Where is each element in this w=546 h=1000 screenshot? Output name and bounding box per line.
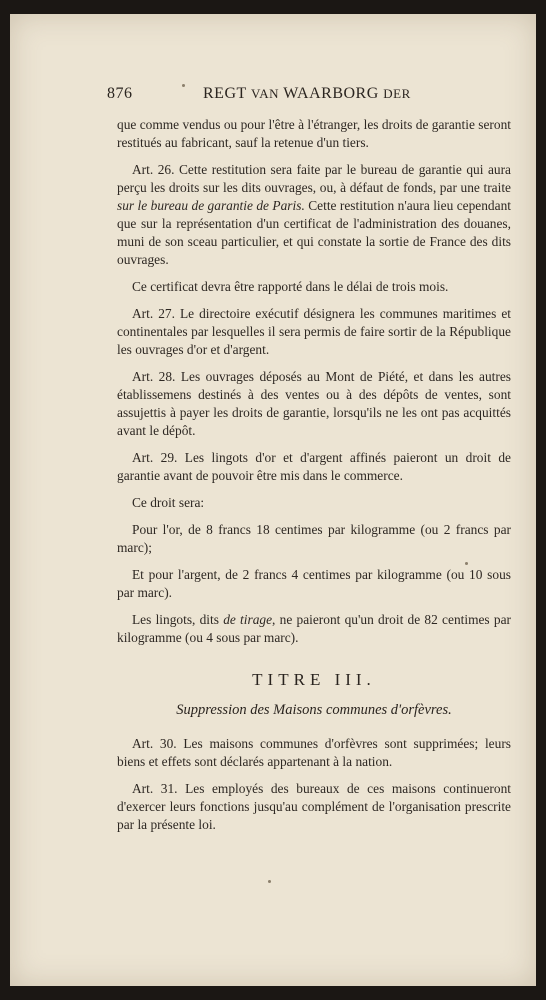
section-heading: Suppression des Maisons communes d'orfèvres.: [176, 702, 452, 718]
paragraph-art-26: Art. 26. Cette restitution sera faite par le bureau de garantie qui aura perçu les droits sur les dits ouvrages, ou, à défaut de fonds, par une traite sur le bureau de garantie de Paris. Cette restitution n'aura lieu cependant que sur la représentation d'un certificat de l'administration des douanes, muni de son sceau particulier, et qui constate la sortie de France des dits ouvrages.: [117, 162, 511, 267]
paragraph-art-28: Art. 28. Les ouvrages déposés au Mont de Piété, et dans les autres établissemens destinés à des ventes ou à des dépôts de ventes, sont assujettis à payer les droits de garantie, lorsqu'ils ne les ont pas acquittés avant le dépôt.: [117, 369, 511, 438]
paragraph: Et pour l'argent, de 2 francs 4 centimes par kilogramme (ou 10 sous par marc).: [117, 567, 511, 600]
title-heading: TITRE III.: [252, 670, 376, 689]
page-number: 876: [107, 85, 133, 102]
paper-fleck: [268, 880, 271, 883]
running-head: REGT VAN WAARBORG DER: [203, 85, 411, 102]
paragraph: Ce droit sera:: [132, 495, 205, 510]
body-text: [117, 116, 511, 843]
paragraph: Les lingots, dits de tirage, ne paieront qu'un droit de 82 centimes par kilogramme (ou 4 sous par marc).: [117, 612, 511, 645]
paragraph: Ce certificat devra être rapporté dans le délai de trois mois.: [132, 279, 449, 294]
page-header: [107, 85, 437, 105]
paragraph-art-29: Art. 29. Les lingots d'or et d'argent affinés paieront un droit de garantie avant de pouvoir être mis dans le commerce.: [117, 450, 511, 483]
paragraph-art-31: Art. 31. Les employés des bureaux de ces maisons continueront d'exercer leurs fonctions jusqu'au complément de l'organisation prescrite par la présente loi.: [117, 781, 511, 832]
paragraph: Pour l'or, de 8 francs 18 centimes par kilogramme (ou 2 francs par marc);: [117, 522, 511, 555]
paragraph-art-30: Art. 30. Les maisons communes d'orfèvres sont supprimées; leurs biens et effets sont déclarés appartenant à la nation.: [117, 736, 511, 769]
paragraph: que comme vendus ou pour l'être à l'étranger, les droits de garantie seront restitués au fabricant, sauf la retenue d'un tiers.: [117, 117, 511, 150]
paragraph-art-27: Art. 27. Le directoire exécutif désignera les communes maritimes et continentales par lesquelles il sera permis de faire sortir de la République les ouvrages d'or et d'argent.: [117, 306, 511, 357]
